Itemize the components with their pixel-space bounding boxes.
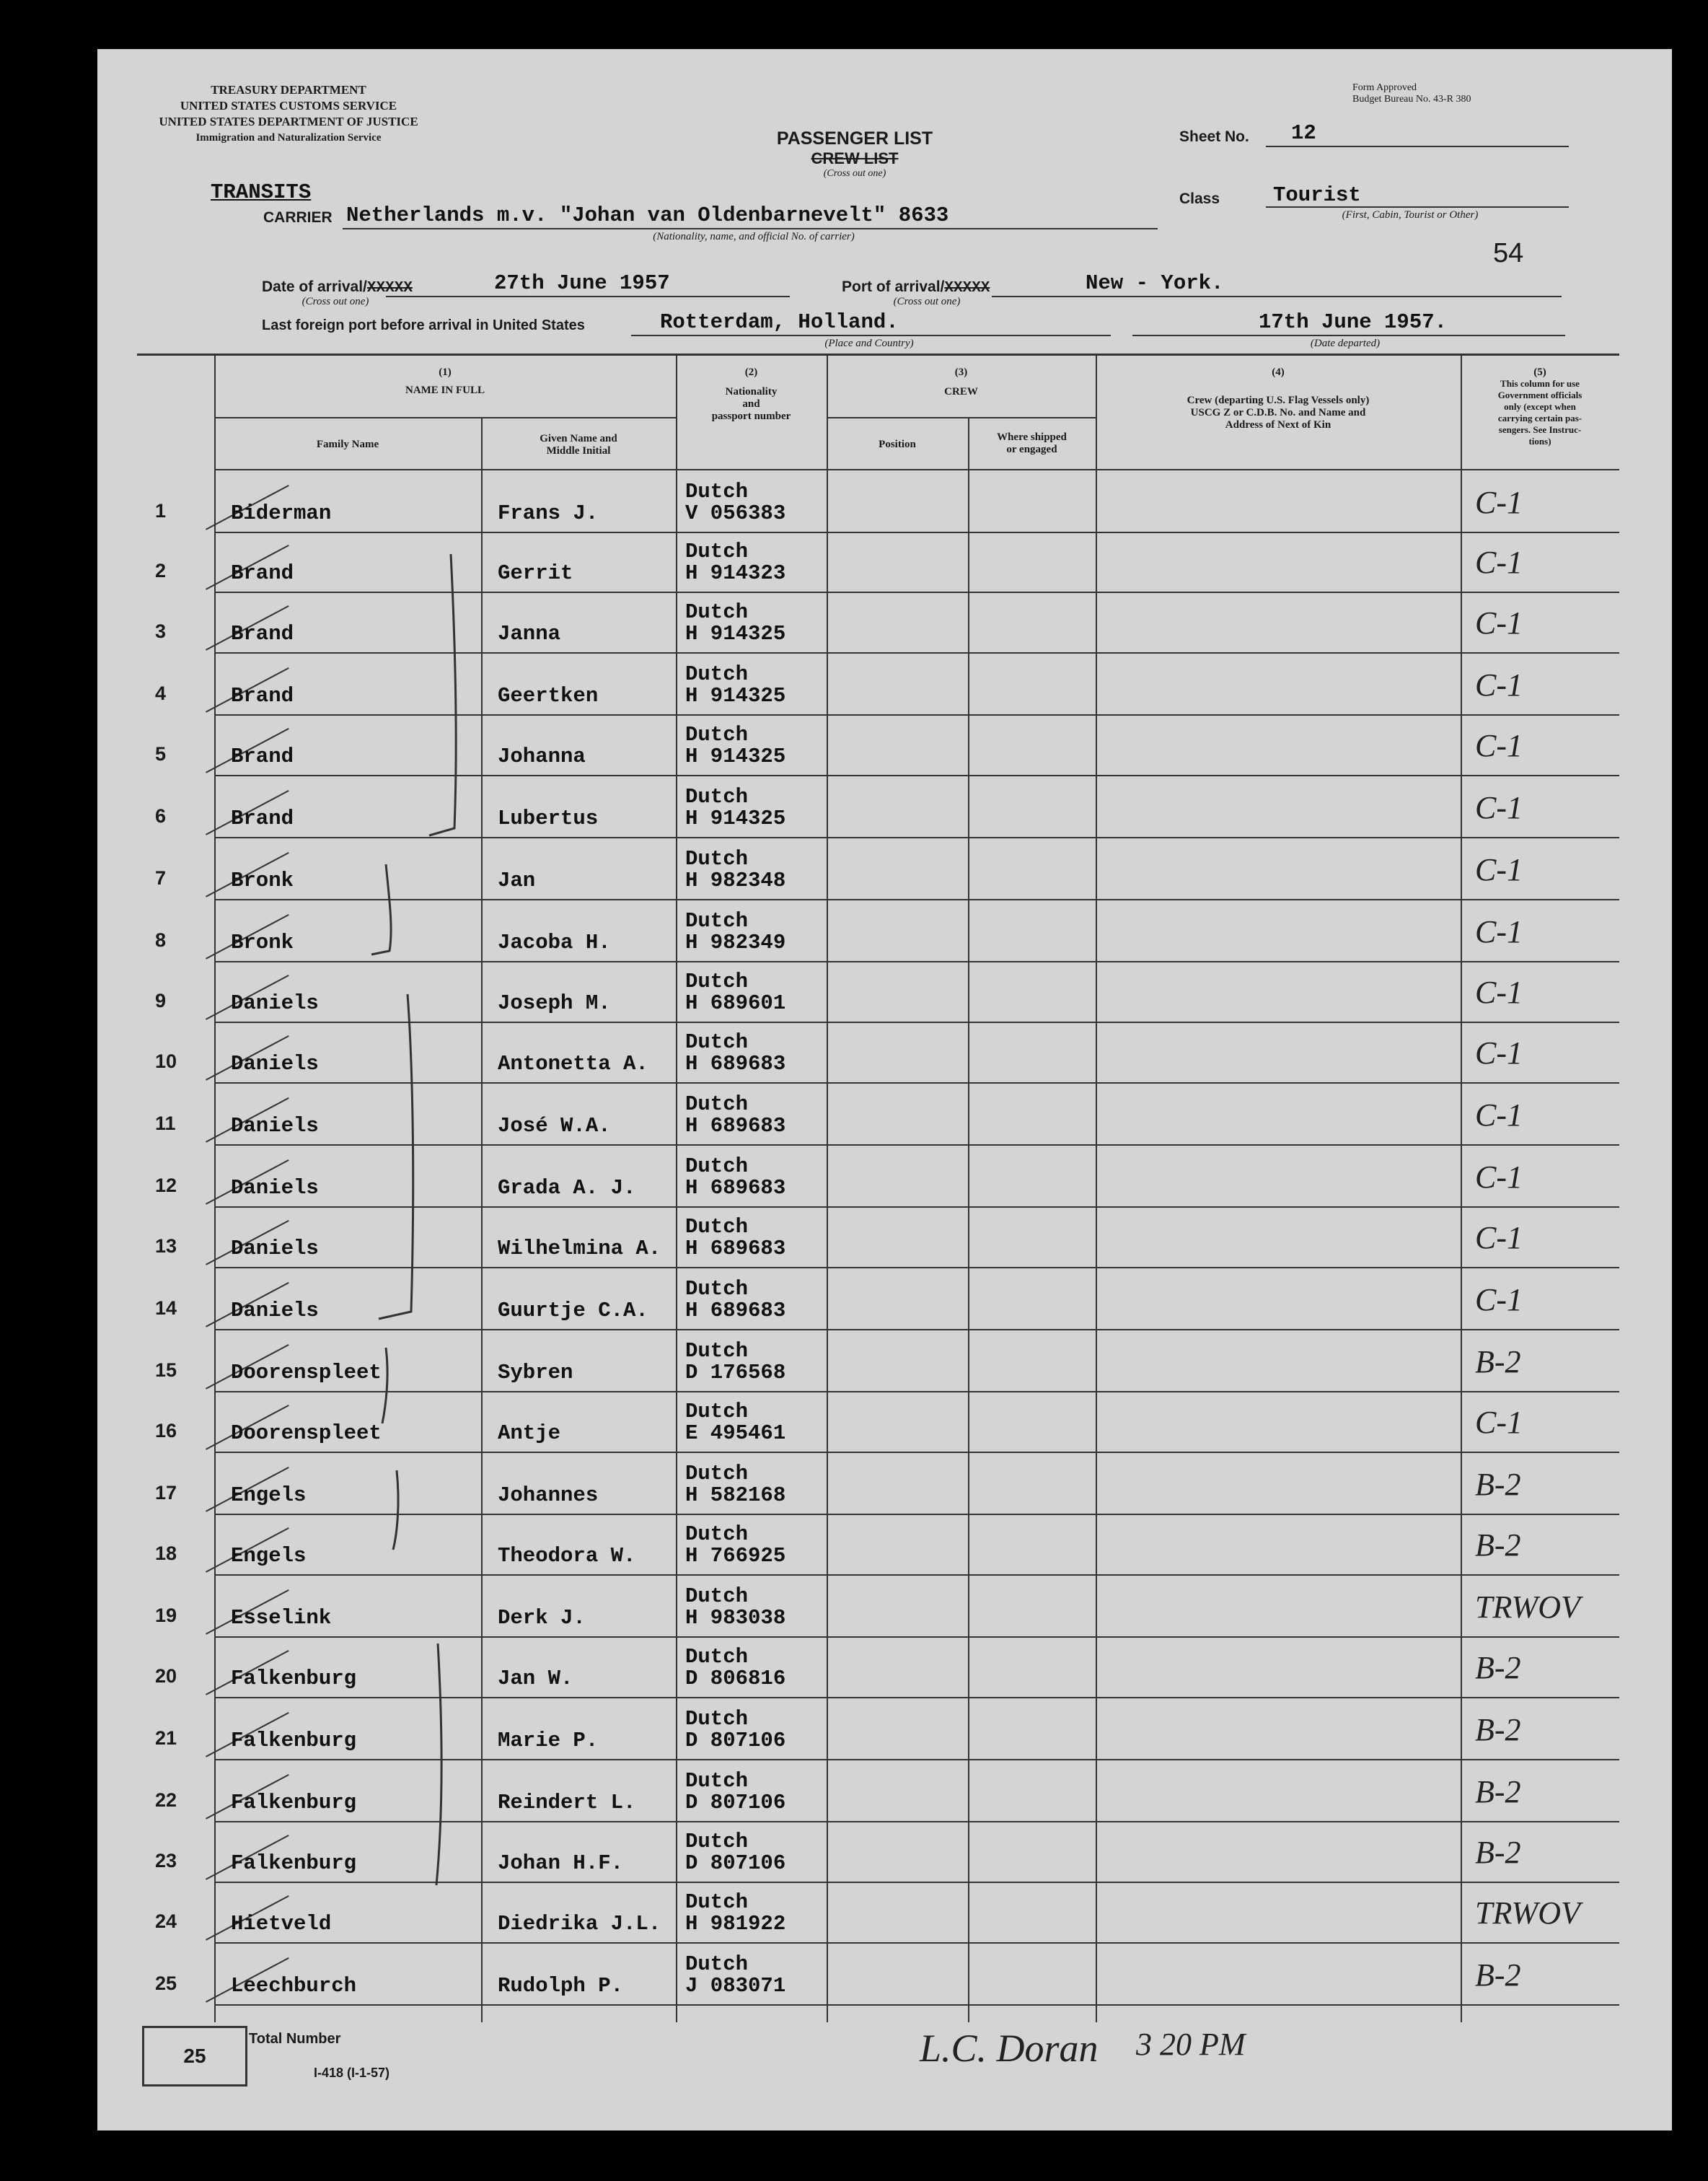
nationality: Dutch [685, 1092, 749, 1116]
port-caption: (Cross out one) [893, 296, 961, 307]
given-name: Reindert L. [498, 1791, 636, 1814]
row-number: 20 [155, 1665, 177, 1687]
nationality: Dutch [685, 847, 749, 871]
nationality: Dutch [685, 1030, 749, 1054]
carrier-label: CARRIER [263, 209, 333, 226]
passport-number: H 689683 [685, 1114, 786, 1138]
nationality: Dutch [685, 1769, 749, 1793]
family-bracket-marks [97, 49, 1672, 2130]
col4-number: (4) [1272, 367, 1285, 378]
arrival-caption: (Cross out one) [301, 296, 369, 307]
passport-number: H 914325 [685, 622, 786, 646]
dept-line-1: TREASURY DEPARTMENT [211, 83, 366, 97]
sheet-number: 12 [1291, 121, 1316, 145]
col4-line3: Address of Next of Kin [1225, 419, 1331, 431]
given-name: Janna [498, 622, 561, 646]
given-header-line1: Given Name and [540, 433, 617, 444]
departed-caption: (Date departed) [1310, 338, 1381, 349]
official-code: C-1 [1475, 1405, 1523, 1440]
carrier-caption: (Nationality, name, and official No. of carrier) [653, 231, 855, 242]
family-name: Bronk [231, 931, 294, 955]
passport-number: H 689683 [685, 1052, 786, 1076]
row-number: 2 [155, 560, 167, 582]
official-code: TRWOV [1475, 1895, 1580, 1931]
nationality: Dutch [685, 1522, 749, 1546]
official-code: C-1 [1475, 790, 1523, 825]
col4-line2: USCG Z or C.D.B. No. and Name and [1190, 407, 1366, 418]
passport-number: D 807106 [685, 1729, 786, 1752]
family-name: Esselink [231, 1606, 332, 1630]
lastport-value: Rotterdam, Holland. [660, 310, 899, 334]
passport-number: D 806816 [685, 1667, 786, 1690]
family-name: Engels [231, 1544, 307, 1568]
family-name: Brand [231, 622, 294, 646]
col2-line1: Nationality [725, 386, 778, 398]
sheet-label: Sheet No. [1179, 128, 1249, 145]
position-header: Position [879, 439, 916, 450]
passport-number: H 914325 [685, 807, 786, 830]
official-code: C-1 [1475, 1220, 1523, 1255]
row-number: 8 [155, 929, 167, 951]
passport-number: H 914325 [685, 745, 786, 768]
passport-number: D 807106 [685, 1851, 786, 1875]
row-number: 19 [155, 1605, 177, 1626]
family-name: Bronk [231, 869, 294, 892]
official-code: B-2 [1475, 1774, 1521, 1809]
arrival-date: 27th June 1957 [494, 271, 670, 295]
passport-number: H 982349 [685, 931, 786, 955]
official-code: B-2 [1475, 1712, 1521, 1747]
official-code: C-1 [1475, 975, 1523, 1010]
given-name: Derk J. [498, 1606, 586, 1630]
family-name: Daniels [231, 1176, 319, 1200]
passport-number: V 056383 [685, 501, 786, 525]
row-number: 11 [155, 1113, 176, 1134]
passport-number: H 914325 [685, 684, 786, 708]
passport-number: D 176568 [685, 1361, 786, 1384]
given-name: Jan W. [498, 1667, 573, 1690]
official-code: C-1 [1475, 667, 1523, 703]
nationality: Dutch [685, 1645, 749, 1669]
row-number: 25 [155, 1972, 177, 1994]
form-approved: Form Approved [1352, 82, 1417, 93]
official-code: B-2 [1475, 1344, 1521, 1379]
nationality: Dutch [685, 1952, 749, 1976]
nationality: Dutch [685, 1215, 749, 1239]
dept-line-4: Immigration and Naturalization Service [195, 132, 382, 144]
given-name: Rudolph P. [498, 1974, 624, 1998]
port-value: New - York. [1086, 271, 1224, 295]
nationality: Dutch [685, 1339, 749, 1363]
family-name: Daniels [231, 1114, 319, 1138]
family-name: Daniels [231, 1052, 319, 1076]
row-number: 13 [155, 1235, 177, 1257]
passport-number: H 689683 [685, 1176, 786, 1200]
nationality: Dutch [685, 1462, 749, 1486]
row-number: 24 [155, 1910, 177, 1932]
official-code: TRWOV [1475, 1589, 1580, 1625]
total-number-label: Total Number [249, 2031, 341, 2047]
nationality: Dutch [685, 662, 749, 686]
handwritten-time: 3 20 PM [1136, 2027, 1246, 2062]
family-name: Daniels [231, 991, 319, 1015]
nationality: Dutch [685, 600, 749, 624]
given-name: Frans J. [498, 501, 599, 525]
family-name: Falkenburg [231, 1729, 357, 1752]
port-label-text: Port of arrival/ [842, 278, 945, 295]
shipped-line2: or engaged [1006, 444, 1057, 455]
col3-number: (3) [954, 367, 968, 378]
given-name: Marie P. [498, 1729, 599, 1752]
nationality: Dutch [685, 1830, 749, 1853]
row-number: 23 [155, 1850, 177, 1871]
official-code: C-1 [1475, 545, 1523, 580]
family-name: Daniels [231, 1237, 319, 1260]
official-code: C-1 [1475, 1035, 1523, 1071]
family-name: Leechburch [231, 1974, 357, 1998]
col1-number: (1) [439, 367, 452, 378]
col5-line3: only (except when [1504, 401, 1576, 412]
given-name: Diedrika J.L. [498, 1912, 661, 1936]
row-number: 18 [155, 1543, 177, 1564]
family-name: Falkenburg [231, 1851, 357, 1875]
nationality: Dutch [685, 540, 749, 563]
carrier-value: Netherlands m.v. "Johan van Oldenbarnevelt" 8633 [346, 203, 949, 227]
given-name: Jan [498, 869, 536, 892]
passport-number: H 689601 [685, 991, 786, 1015]
row-number: 9 [155, 990, 167, 1011]
official-code: B-2 [1475, 1527, 1521, 1563]
row-number: 15 [155, 1359, 177, 1381]
row-number: 21 [155, 1727, 177, 1749]
nationality: Dutch [685, 1154, 749, 1178]
passport-number: H 982348 [685, 869, 786, 892]
dept-line-2: UNITED STATES CUSTOMS SERVICE [180, 99, 397, 113]
row-number: 5 [155, 743, 167, 765]
row-number: 3 [155, 620, 167, 642]
given-name: Grada A. J. [498, 1176, 636, 1200]
row-number: 16 [155, 1420, 177, 1441]
class-caption: (First, Cabin, Tourist or Other) [1342, 209, 1479, 221]
col3-title: CREW [944, 386, 978, 398]
col5-line4: carrying certain pas- [1497, 413, 1582, 424]
arrival-struck: XXXXX [366, 280, 413, 297]
crew-list-struck: CREW LIST [811, 149, 899, 167]
budget-bureau: Budget Bureau No. 43-R 380 [1352, 94, 1471, 105]
family-name: Falkenburg [231, 1791, 357, 1814]
row-number: 22 [155, 1789, 177, 1811]
official-code: C-1 [1475, 1159, 1523, 1195]
passport-number: H 689683 [685, 1299, 786, 1322]
passport-number: J 083071 [685, 1974, 786, 1998]
passport-number: H 689683 [685, 1237, 786, 1260]
nationality: Dutch [685, 785, 749, 809]
col2-line2: and [742, 398, 760, 410]
row-number: 6 [155, 805, 167, 827]
col5-line2: Government officials [1497, 390, 1582, 400]
shipped-line1: Where shipped [997, 431, 1067, 443]
passport-number: H 914323 [685, 561, 786, 585]
given-name: José W.A. [498, 1114, 611, 1138]
transits-label: TRANSITS [211, 180, 312, 204]
official-code: C-1 [1475, 728, 1523, 763]
form-number: I-418 (I-1-57) [314, 2066, 390, 2080]
dept-line-3: UNITED STATES DEPARTMENT OF JUSTICE [159, 115, 418, 128]
official-code: B-2 [1475, 1650, 1521, 1685]
arrival-label-text: Date of arrival/ [262, 278, 367, 295]
class-label: Class [1179, 190, 1220, 207]
page-title: PASSENGER LIST [776, 128, 933, 149]
given-name: Jacoba H. [498, 931, 611, 955]
col5-line5: sengers. See Instruc- [1498, 424, 1582, 435]
col5-line6: tions) [1528, 436, 1551, 447]
nationality: Dutch [685, 480, 749, 504]
given-name: Joseph M. [498, 991, 611, 1015]
passenger-list-sheet [97, 49, 1672, 2130]
nationality: Dutch [685, 1584, 749, 1608]
row-number: 12 [155, 1175, 177, 1196]
row-number: 4 [155, 683, 167, 704]
departed-date: 17th June 1957. [1259, 310, 1448, 334]
col1-title: NAME IN FULL [405, 385, 485, 396]
lastport-caption: (Place and Country) [824, 338, 914, 349]
inspector-signature: L.C. Doran [920, 2027, 1099, 2070]
given-name: Johannes [498, 1483, 599, 1507]
passport-number: E 495461 [685, 1421, 786, 1445]
family-name: Brand [231, 684, 294, 708]
given-name: Wilhelmina A. [498, 1237, 661, 1260]
given-name: Theodora W. [498, 1544, 636, 1568]
lastport-label: Last foreign port before arrival in United States [262, 317, 585, 333]
nationality: Dutch [685, 1400, 749, 1423]
official-code: B-2 [1475, 1467, 1521, 1502]
nationality: Dutch [685, 909, 749, 933]
official-code: C-1 [1475, 1097, 1523, 1133]
family-name: Brand [231, 807, 294, 830]
given-name: Sybren [498, 1361, 573, 1384]
family-name: Doorenspleet [231, 1421, 382, 1445]
col2-number: (2) [744, 367, 758, 378]
cross-out-caption: (Cross out one) [823, 168, 886, 179]
nationality: Dutch [685, 1890, 749, 1914]
official-code: C-1 [1475, 485, 1523, 520]
row-number: 17 [155, 1482, 177, 1504]
port-struck: XXXXX [944, 280, 990, 297]
official-code: C-1 [1475, 914, 1523, 949]
col5-number: (5) [1533, 367, 1546, 378]
passport-number: H 766925 [685, 1544, 786, 1568]
given-name: Antje [498, 1421, 561, 1445]
given-name: Guurtje C.A. [498, 1299, 648, 1322]
row-number: 10 [155, 1050, 177, 1072]
handwritten-number: 54 [1493, 238, 1524, 268]
given-name: Johan H.F. [498, 1851, 624, 1875]
class-value: Tourist [1273, 183, 1361, 207]
nationality: Dutch [685, 1707, 749, 1731]
official-code: C-1 [1475, 605, 1523, 641]
family-name: Brand [231, 745, 294, 768]
given-name: Antonetta A. [498, 1052, 648, 1076]
family-name: Doorenspleet [231, 1361, 382, 1384]
nationality: Dutch [685, 970, 749, 993]
official-code: B-2 [1475, 1835, 1521, 1870]
given-name: Lubertus [498, 807, 599, 830]
given-header-line2: Middle Initial [546, 445, 611, 457]
given-name: Johanna [498, 745, 586, 768]
passport-number: H 582168 [685, 1483, 786, 1507]
row-number: 14 [155, 1297, 177, 1319]
passport-number: H 983038 [685, 1606, 786, 1630]
passport-number: D 807106 [685, 1791, 786, 1814]
official-code: C-1 [1475, 1282, 1523, 1317]
col5-line1: This column for use [1500, 378, 1580, 389]
total-number-value: 25 [142, 2026, 247, 2086]
nationality: Dutch [685, 723, 749, 747]
family-name-header: Family Name [316, 439, 379, 450]
official-code: B-2 [1475, 1957, 1521, 1993]
family-name: Hietveld [231, 1912, 332, 1936]
passport-number: H 981922 [685, 1912, 786, 1936]
family-name: Daniels [231, 1299, 319, 1322]
official-code: C-1 [1475, 852, 1523, 887]
given-name: Geertken [498, 684, 599, 708]
given-name: Gerrit [498, 561, 573, 585]
family-name: Brand [231, 561, 294, 585]
nationality: Dutch [685, 1277, 749, 1301]
family-name: Engels [231, 1483, 307, 1507]
family-name: Biderman [231, 501, 332, 525]
row-number: 1 [155, 500, 167, 522]
col4-line1: Crew (departing U.S. Flag Vessels only) [1187, 395, 1370, 406]
row-number: 7 [155, 867, 167, 889]
family-name: Falkenburg [231, 1667, 357, 1690]
col2-line3: passport number [711, 411, 791, 422]
